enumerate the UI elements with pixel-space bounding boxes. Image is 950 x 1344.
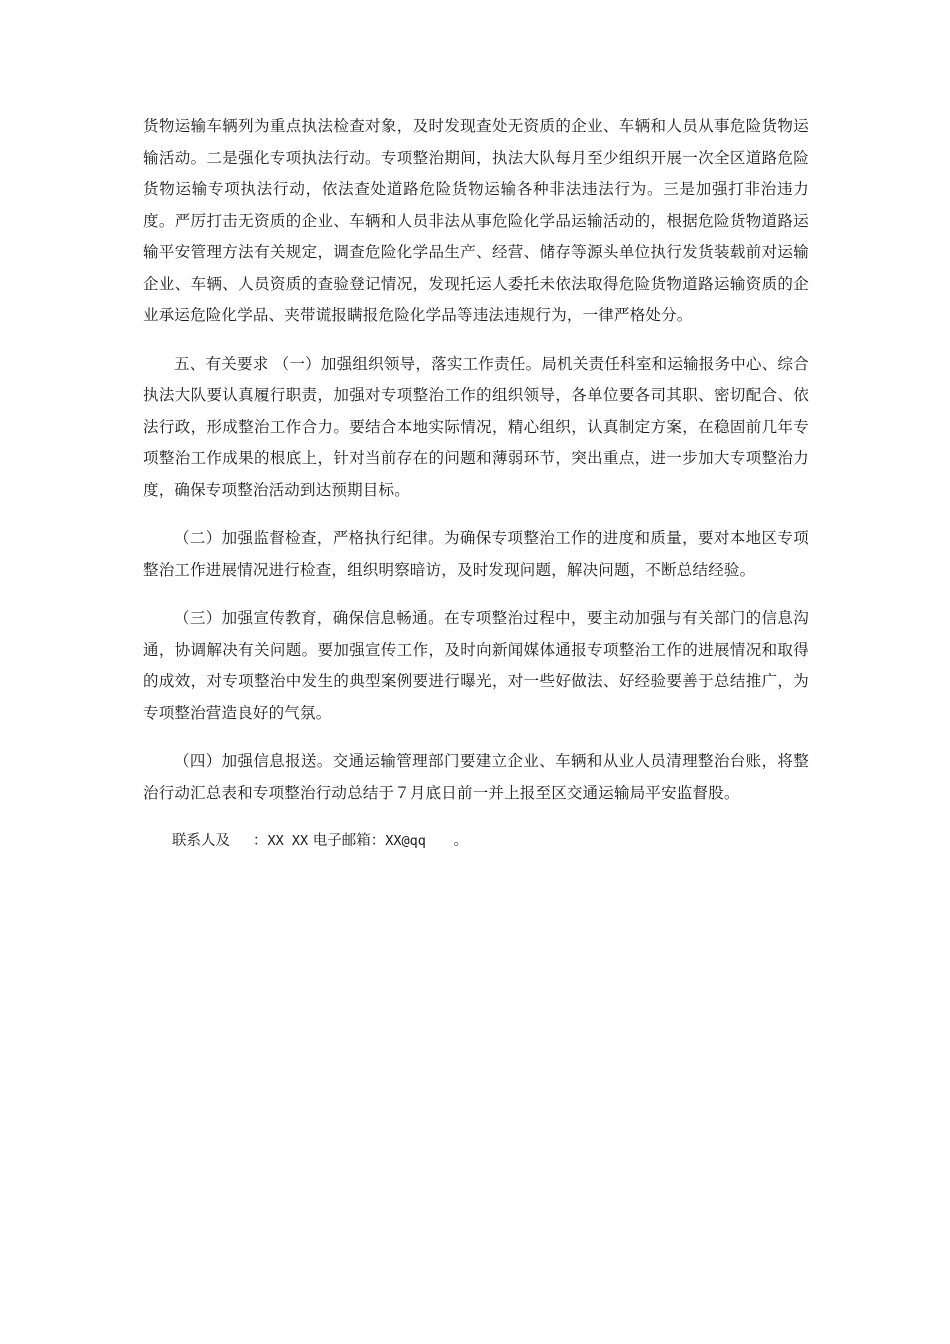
contact-end: 。: [453, 833, 469, 849]
paragraph-requirements-two: （二）加强监督检查，严格执行纪律。为确保专项整治工作的进度和质量，要对本地区专项整治工作进展情况进行检查，组织明察暗访，及时发现问题，解决问题，不断总结经验。: [143, 529, 809, 579]
paragraph-requirements-four: （四）加强信息报送。交通运输管理部门要建立企业、车辆和从业人员清理整治台账，将整治行动汇总表和专项整治行动总结于７月底日前一并上报至区交通运输局平安监督股。: [143, 752, 809, 802]
contact-names: XX XX: [267, 833, 309, 849]
paragraph-continuation: 货物运输车辆列为重点执法检查对象，及时发现查处无资质的企业、车辆和人员从事危险货物运输活动。二是强化专项执法行动。专项整治期间，执法大队每月至少组织开展一次全区道路危险货物运输专项执法行动，依法查处道路危险货物运输各种非法违法行为。三是加强打非治违力度。严厉打击无资质的企业、车辆和人员非法从事危险化学品运输活动的，根据危险货物道路运输平安管理方法有关规定，调查危险化学品生产、经营、储存等源头单位执行发货装载前对运输企业、车辆、人员资质的查验登记情况，发现托运人委托未依法取得危险货物道路运输资质的企业承运危险化学品、夹带谎报瞒报危险化学品等违法违规行为，一律严格处分。: [143, 117, 809, 324]
document-page: [143, 111, 809, 858]
paragraph-requirements-three: （三）加强宣传教育，确保信息畅通。在专项整治过程中，要主动加强与有关部门的信息沟通，协调解决有关问题。要加强宣传工作，及时向新闻媒体通报专项整治工作的进展情况和取得的成效，对专项整治中发生的典型案例要进行曝光，对一些好做法、好经验要善于总结推广，为专项整治营造良好的气氛。: [143, 609, 809, 722]
email-label: 电子邮箱：: [312, 833, 386, 849]
paragraph-requirements-one: 五、有关要求 （一）加强组织领导，落实工作责任。局机关责任科室和运输报务中心、综合执法大队要认真履行职责，加强对专项整治工作的组织领导，各单位要各司其职、密切配合、依法行政，形成整治工作合力。要结合本地实际情况，精心组织，认真制定方案，在稳固前几年专项整治工作成果的根底上，针对当前存在的问题和薄弱环节，突出重点，进一步加大专项整治力度，确保专项整治活动到达预期目标。: [143, 354, 809, 499]
contact-line: [143, 826, 809, 858]
email-value: XX@qq: [385, 833, 426, 849]
contact-label: 联系人及: [172, 833, 230, 849]
contact-separator: ：: [253, 833, 268, 849]
